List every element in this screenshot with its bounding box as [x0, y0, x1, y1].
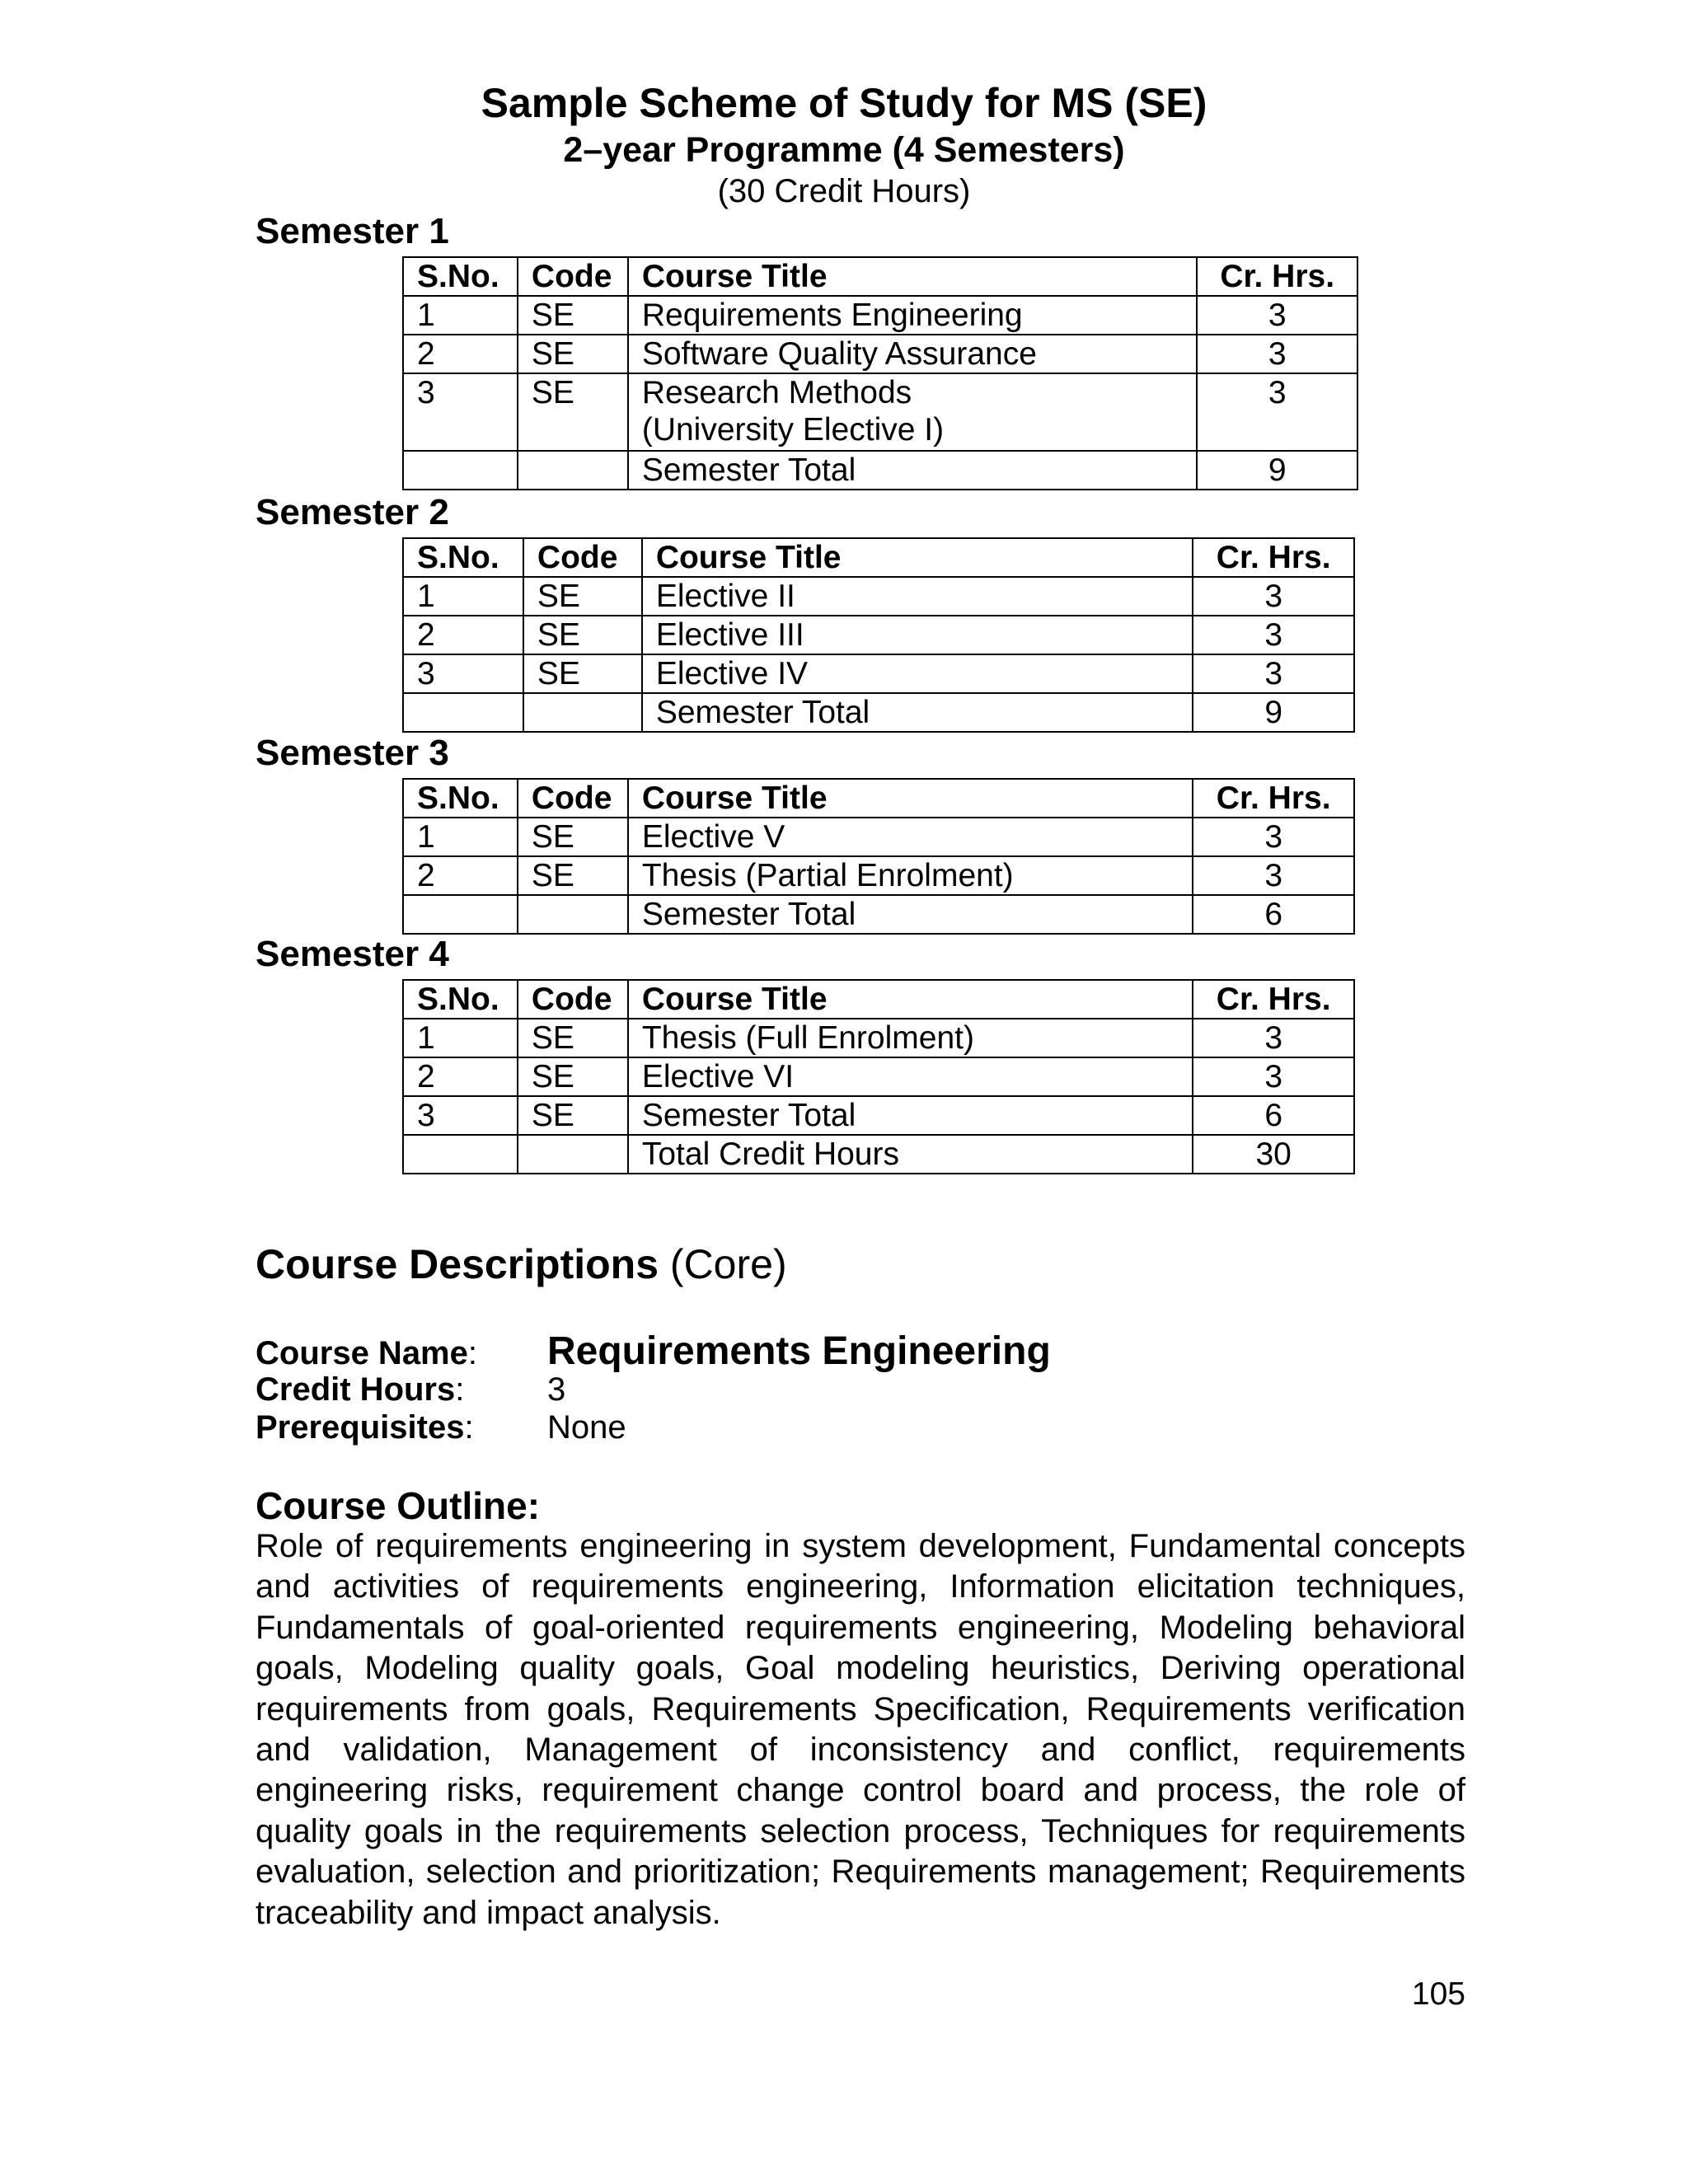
course-descriptions-suffix: (Core): [669, 1241, 787, 1287]
col-cr-header: Cr. Hrs.: [1193, 538, 1354, 577]
col-sno-header: S.No.: [403, 257, 518, 296]
credit-hours-label-text: Credit Hours: [256, 1371, 456, 1408]
col-title-header: Course Title: [628, 980, 1193, 1019]
cr-cell: 3: [1193, 616, 1354, 654]
code-cell: SE: [523, 616, 642, 654]
col-code-header: Code: [523, 538, 642, 577]
credit-hours-row: [256, 1371, 565, 1408]
cr-cell: 3: [1197, 373, 1357, 451]
table-row: [403, 1096, 1354, 1135]
title-cell: Elective VI: [628, 1057, 1193, 1096]
prerequisites-value: None: [547, 1409, 626, 1446]
semester-4-heading: Semester 4: [256, 934, 449, 974]
table-row: [403, 1057, 1354, 1096]
title-cell: Thesis (Partial Enrolment): [628, 856, 1193, 895]
title-cell: Semester Total: [628, 1096, 1193, 1135]
semester-4-table: [402, 979, 1355, 1174]
page-number: 105: [1411, 1976, 1465, 2012]
cr-cell: 3: [1193, 577, 1354, 616]
title-cell: Semester Total: [642, 693, 1193, 732]
sno-cell: 2: [403, 856, 518, 895]
prerequisites-row: [256, 1409, 626, 1446]
col-code-header: Code: [518, 257, 628, 296]
sno-cell: 1: [403, 296, 518, 335]
title-line-2: (University Elective I): [641, 412, 945, 448]
col-code-header: Code: [518, 980, 628, 1019]
col-title-header: Course Title: [628, 257, 1198, 296]
code-cell: [518, 451, 628, 490]
cr-cell: 3: [1193, 856, 1354, 895]
table-header-row: [403, 538, 1354, 577]
sno-cell: [403, 693, 523, 732]
table-row: [403, 895, 1354, 934]
sno-cell: 2: [403, 335, 518, 373]
semester-2-heading: Semester 2: [256, 492, 449, 532]
code-cell: SE: [518, 296, 628, 335]
table-row: [403, 577, 1354, 616]
code-cell: [518, 1135, 628, 1174]
cr-cell: 3: [1193, 818, 1354, 856]
course-outline-heading: Course Outline:: [256, 1484, 541, 1527]
cr-cell: 3: [1193, 654, 1354, 693]
sno-cell: [403, 451, 518, 490]
table-header-row: [403, 980, 1354, 1019]
course-descriptions-heading: [256, 1240, 787, 1288]
col-code-header: Code: [518, 779, 628, 818]
document-title: Sample Scheme of Study for MS (SE): [481, 80, 1207, 126]
table-row: [403, 856, 1354, 895]
col-cr-header: Cr. Hrs.: [1193, 980, 1354, 1019]
col-sno-header: S.No.: [403, 779, 518, 818]
cr-cell: 30: [1193, 1135, 1354, 1174]
sno-cell: 3: [403, 654, 523, 693]
semester-1-heading: Semester 1: [256, 211, 449, 251]
title-cell: Software Quality Assurance: [628, 335, 1198, 373]
code-cell: [523, 693, 642, 732]
code-cell: SE: [518, 856, 628, 895]
cr-cell: 3: [1197, 335, 1357, 373]
title-cell: Elective IV: [642, 654, 1193, 693]
sno-cell: 1: [403, 577, 523, 616]
title-cell: Thesis (Full Enrolment): [628, 1019, 1193, 1057]
cr-cell: 6: [1193, 895, 1354, 934]
code-cell: SE: [523, 654, 642, 693]
table-row: [403, 1019, 1354, 1057]
course-name-label-text: Course Name: [256, 1335, 468, 1371]
title-cell: Semester Total: [628, 895, 1193, 934]
sno-cell: 1: [403, 1019, 518, 1057]
cr-cell: 3: [1193, 1019, 1354, 1057]
course-outline-text: Role of requirements engineering in system development, Fundamental concepts and activities of requirements engineering, Information elicitation techniques, Fundamentals of goal-oriented requirements engineering, Modeling behavioral goals, Modeling quality goals, Goal modeling heuristics, Deriving operational requirements from goals, Requirements Specification, Requirements verification and validation, Management of inconsistency and conflict, requirements engineering risks, requirement change control board and process, the role of quality goals in the requirements selection process, Techniques for requirements evaluation, selection and prioritization; Requirements management; Requirements traceability and impact analysis.: [256, 1528, 1465, 1931]
course-name-value: Requirements Engineering: [547, 1329, 1051, 1373]
sno-cell: 2: [403, 616, 523, 654]
credit-hours-label: Credit Hours:: [256, 1371, 465, 1408]
sno-cell: [403, 1135, 518, 1174]
credit-hours-value: 3: [547, 1371, 566, 1408]
table-row: [403, 1135, 1354, 1174]
cr-cell: 6: [1193, 1096, 1354, 1135]
code-cell: SE: [518, 1096, 628, 1135]
table-header-row: [403, 779, 1354, 818]
table-row: [403, 296, 1357, 335]
table-header-row: [403, 257, 1357, 296]
sno-cell: 1: [403, 818, 518, 856]
code-cell: SE: [518, 1057, 628, 1096]
semester-3-heading: Semester 3: [256, 733, 449, 773]
sno-cell: 2: [403, 1057, 518, 1096]
table-row: [403, 373, 1357, 451]
semester-1-table: [402, 256, 1358, 490]
col-title-header: Course Title: [628, 779, 1193, 818]
code-cell: SE: [518, 818, 628, 856]
col-cr-header: Cr. Hrs.: [1197, 257, 1357, 296]
code-cell: SE: [518, 1019, 628, 1057]
cr-cell: 9: [1197, 451, 1357, 490]
cr-cell: 3: [1193, 1057, 1354, 1096]
semester-3-table: [402, 778, 1355, 935]
title-cell: Elective II: [642, 577, 1193, 616]
title-line-1: Research Methods: [641, 375, 912, 410]
semester-2-table: [402, 537, 1355, 733]
total-credits-line: (30 Credit Hours): [717, 173, 971, 209]
code-cell: SE: [518, 335, 628, 373]
document-subtitle: 2–year Programme (4 Semesters): [563, 130, 1125, 170]
course-name-label: Course Name:: [256, 1335, 477, 1371]
table-row: [403, 451, 1357, 490]
table-row: [403, 818, 1354, 856]
title-cell: Total Credit Hours: [628, 1135, 1193, 1174]
code-cell: SE: [518, 373, 628, 451]
col-sno-header: S.No.: [403, 980, 518, 1019]
title-cell: Elective V: [628, 818, 1193, 856]
cr-cell: 3: [1197, 296, 1357, 335]
sno-cell: 3: [403, 1096, 518, 1135]
table-row: [403, 693, 1354, 732]
sno-cell: 3: [403, 373, 518, 451]
cr-cell: 9: [1193, 693, 1354, 732]
course-descriptions-title: Course Descriptions: [256, 1241, 659, 1287]
title-cell: [628, 373, 1198, 451]
title-cell: Semester Total: [628, 451, 1198, 490]
table-row: [403, 616, 1354, 654]
title-cell: Requirements Engineering: [628, 296, 1198, 335]
table-row: [403, 654, 1354, 693]
code-cell: SE: [523, 577, 642, 616]
sno-cell: [403, 895, 518, 934]
col-cr-header: Cr. Hrs.: [1193, 779, 1354, 818]
prerequisites-label: Prerequisites:: [256, 1409, 474, 1446]
prerequisites-label-text: Prerequisites: [256, 1409, 465, 1446]
code-cell: [518, 895, 628, 934]
col-sno-header: S.No.: [403, 538, 523, 577]
col-title-header: Course Title: [642, 538, 1193, 577]
table-row: [403, 335, 1357, 373]
course-name-row: [256, 1329, 1051, 1374]
title-cell: Elective III: [642, 616, 1193, 654]
